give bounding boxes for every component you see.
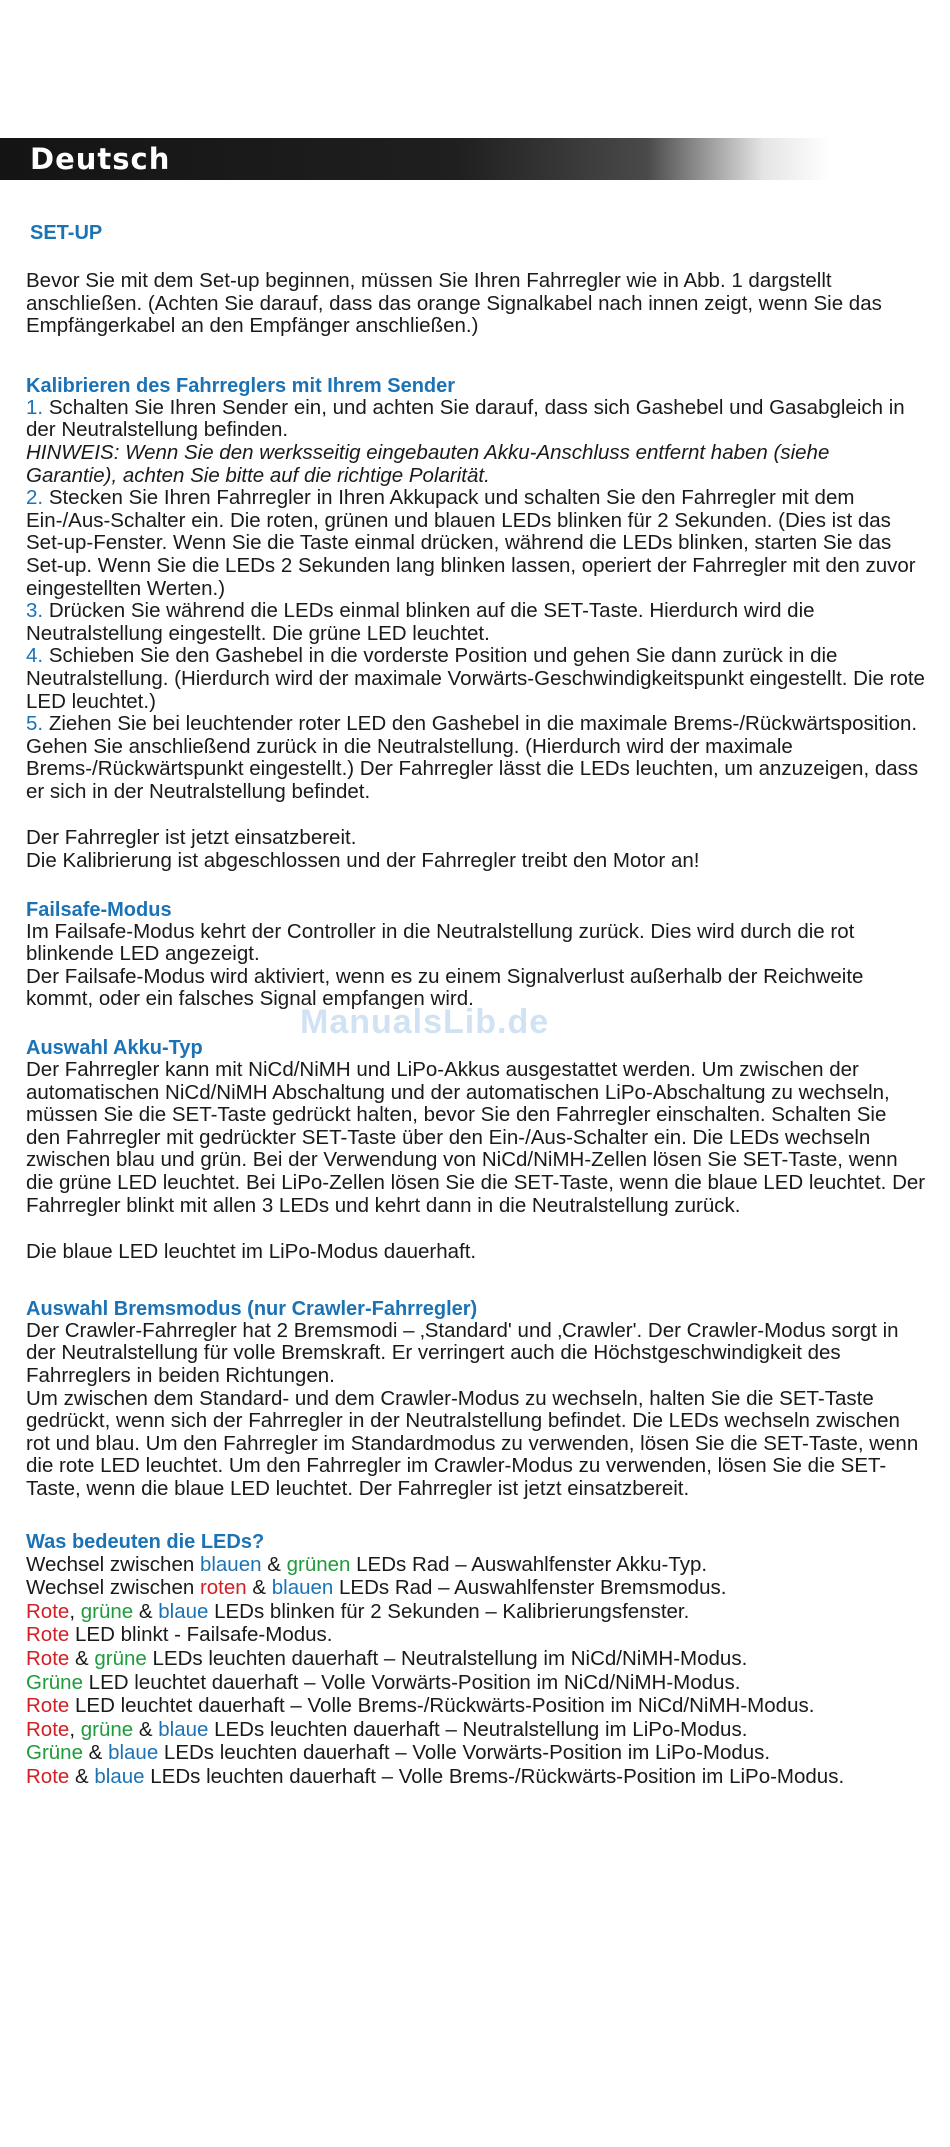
battery-text-2: Die blaue LED leuchtet im LiPo-Modus dauerhaft.	[26, 1240, 477, 1264]
led-legend-item: Rote, grüne & blaue LEDs blinken für 2 Sekunden – Kalibrierungsfenster.	[26, 1599, 690, 1623]
calibration-step-2: 2. Stecken Sie Ihren Fahrregler in Ihren Akkupack und schalten Sie den Fahrregler mit dem Ein-/Aus-Schalter ein. Die roten, grünen und blauen LEDs blinken für 2 Sekunden. (Dies ist das Set-up-Fenster. Wenn Sie die Taste einmal drücken, während die LEDs blinken, starten Sie das Set-up. Wenn Sie die LEDs 2 Sekunden lang blinken lassen, operiert der Fahrregler mit den zuvor eingestellten Werten.)	[26, 486, 916, 600]
leds-heading: Was bedeuten die LEDs?	[26, 1530, 265, 1553]
language-header: Deutsch	[30, 142, 171, 176]
led-legend-item: Rote LED leuchtet dauerhaft – Volle Brems-/Rückwärts-Position im NiCd/NiMH-Modus.	[26, 1694, 815, 1718]
setup-heading: SET-UP	[30, 222, 103, 244]
language-header-bar	[0, 138, 830, 180]
failsafe-heading: Failsafe-Modus	[26, 898, 172, 921]
step-number: 3.	[26, 599, 44, 623]
battery-text-1: Der Fahrregler kann mit NiCd/NiMH und LiPo-Akkus ausgestattet werden. Um zwischen der automatischen NiCd/NiMH Abschaltung und der automatischen LiPo-Abschaltung zu wechseln, müssen Sie die SET-Taste gedrückt halten, bevor Sie den Fahrregler einschalten. Schalten Sie den Fahrregler mit gedrückter SET-Taste über den Ein-/Aus-Schalter ein. Die LEDs wechseln zwischen blau und grün. Bei der Verwendung von NiCd/NiMH-Zellen lösen Sie SET-Taste, wenn die grüne LED leuchtet. Bei LiPo-Zellen lösen Sie die SET-Taste, wenn die blaue LED leuchtet. Der Fahrregler blinkt mit allen 3 LEDs und kehrt dann in die Neutralstellung zurück.	[26, 1058, 926, 1217]
calibration-ready: Der Fahrregler ist jetzt einsatzbereit.	[26, 826, 357, 850]
brake-heading: Auswahl Bremsmodus (nur Crawler-Fahrregler)	[26, 1297, 478, 1320]
led-legend-item: Grüne LED leuchtet dauerhaft – Volle Vorwärts-Position im NiCd/NiMH-Modus.	[26, 1670, 741, 1694]
calibration-complete: Die Kalibrierung ist abgeschlossen und der Fahrregler treibt den Motor an!	[26, 849, 700, 873]
manual-content	[26, 222, 926, 1788]
step-number: 5.	[26, 712, 44, 736]
calibration-heading: Kalibrieren des Fahrreglers mit Ihrem Sender	[26, 374, 456, 397]
calibration-step-4: 4. Schieben Sie den Gashebel in die vorderste Position und gehen Sie dann zurück in die Neutralstellung. (Hierdurch wird der maximale Vorwärts-Geschwindigkeitspunkt eingestellt. Die rote LED leuchtet.)	[26, 644, 925, 713]
step-number: 2.	[26, 486, 44, 510]
failsafe-text-1: Im Failsafe-Modus kehrt der Controller in die Neutralstellung zurück. Dies wird durch die rot blinkende LED angezeigt.	[26, 919, 855, 966]
brake-text-1: Der Crawler-Fahrregler hat 2 Bremsmodi – ‚Standard' und ‚Crawler'. Der Crawler-Modus sorgt in der Neutralstellung für volle Bremskraft. Er verringert auch die Höchstgeschwindigkeit des Fahrreglers in beiden Richtungen.	[26, 1318, 899, 1387]
led-legend-item: Rote, grüne & blaue LEDs leuchten dauerhaft – Neutralstellung im LiPo-Modus.	[26, 1717, 748, 1741]
step-number: 4.	[26, 644, 44, 668]
led-legend	[26, 1553, 926, 1789]
calibration-step-3: 3. Drücken Sie während die LEDs einmal blinken auf die SET-Taste. Hierdurch wird die Neutralstellung eingestellt. Die grüne LED leuchtet.	[26, 599, 815, 645]
failsafe-text-2: Der Failsafe-Modus wird aktiviert, wenn es zu einem Signalverlust außerhalb der Reichweite kommt, oder ein falsches Signal empfangen wird.	[26, 964, 864, 1011]
watermark: ManualsLib.de	[300, 1003, 550, 1041]
calibration-note: HINWEIS: Wenn Sie den werksseitig eingebauten Akku-Anschluss entfernt haben (siehe Garantie), achten Sie bitte auf die richtige Polarität.	[26, 440, 830, 487]
led-legend-item: Rote LED blinkt - Failsafe-Modus.	[26, 1623, 333, 1647]
led-legend-item: Rote & blaue LEDs leuchten dauerhaft – Volle Brems-/Rückwärts-Position im LiPo-Modus.	[26, 1764, 845, 1788]
led-legend-item: Grüne & blaue LEDs leuchten dauerhaft – Volle Vorwärts-Position im LiPo-Modus.	[26, 1741, 771, 1765]
led-legend-item: Wechsel zwischen roten & blauen LEDs Rad – Auswahlfenster Bremsmodus.	[26, 1576, 727, 1600]
brake-text-2: Um zwischen dem Standard- und dem Crawler-Modus zu wechseln, halten Sie die SET-Taste gedrückt, wenn sich der Fahrregler in der Neutralstellung befindet. Die LEDs wechseln zwischen rot und blau. Um den Fahrregler im Standardmodus zu verwenden, lösen Sie die SET-Taste, wenn die rote LED leuchtet. Um den Fahrregler im Crawler-Modus zu verwenden, lösen Sie die SET-Taste, wenn die blaue LED leuchtet. Der Fahrregler ist jetzt einsatzbereit.	[26, 1386, 919, 1500]
calibration-step-1: 1. Schalten Sie Ihren Sender ein, und achten Sie darauf, dass sich Gashebel und Gasabgleich in der Neutralstellung befinden.	[26, 395, 905, 442]
calibration-step-5: 5. Ziehen Sie bei leuchtender roter LED den Gashebel in die maximale Brems-/Rückwärtsposition. Gehen Sie anschließend zurück in die Neutralstellung. (Hierdurch wird der maximale Brems-/Rückwärtspunkt eingestellt.) Der Fahrregler lässt die LEDs leuchten, um anzuzeigen, dass er sich in der Neutralstellung befindet.	[26, 712, 919, 803]
battery-heading: Auswahl Akku-Typ	[26, 1037, 203, 1060]
step-number: 1.	[26, 395, 44, 419]
setup-intro: Bevor Sie mit dem Set-up beginnen, müssen Sie Ihren Fahrregler wie in Abb. 1 dargstellt anschließen. (Achten Sie darauf, dass das orange Signalkabel nach innen zeigt, wenn Sie das Empfängerkabel an den Empfänger anschließen.)	[26, 269, 882, 338]
led-legend-item: Wechsel zwischen blauen & grünen LEDs Rad – Auswahlfenster Akku-Typ.	[26, 1552, 708, 1576]
led-legend-item: Rote & grüne LEDs leuchten dauerhaft – Neutralstellung im NiCd/NiMH-Modus.	[26, 1646, 748, 1670]
